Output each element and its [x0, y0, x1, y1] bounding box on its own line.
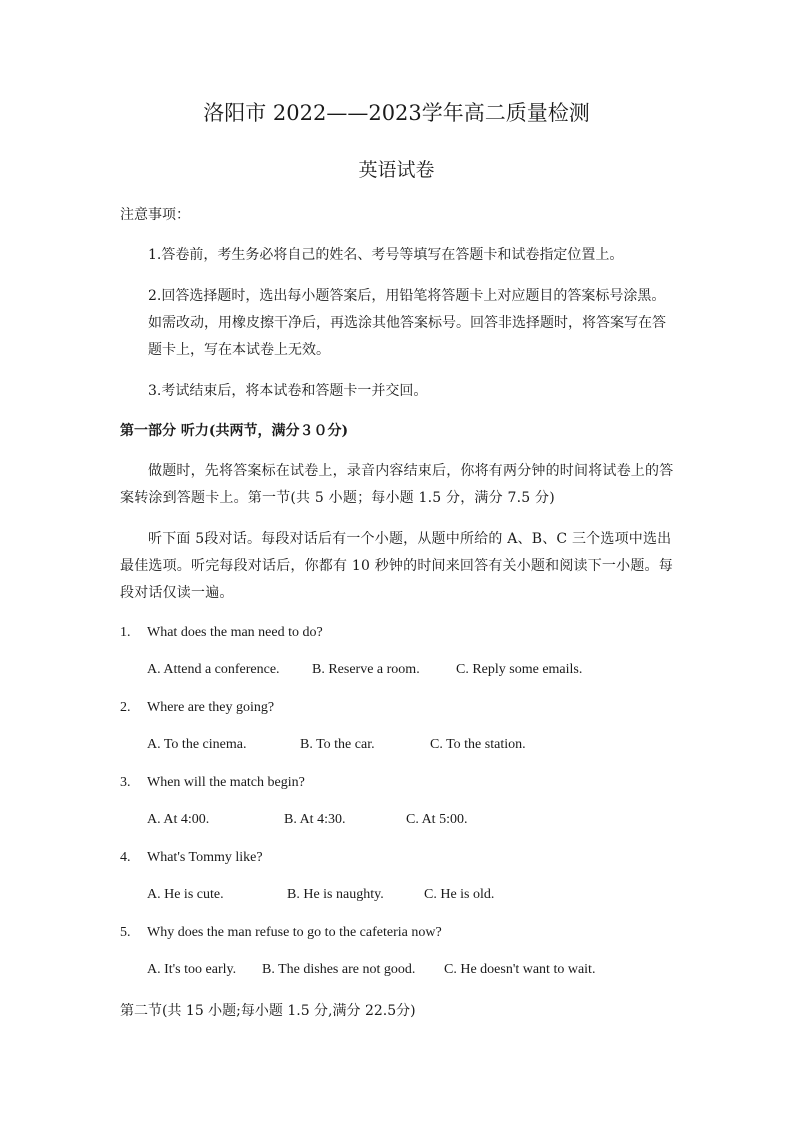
question-option: B. He is naughty. [287, 887, 384, 902]
question-number: 3. [120, 775, 131, 790]
notice-heading: 注意事项： [120, 207, 190, 223]
question-option: A. He is cute. [147, 887, 224, 902]
question-text: What does the man need to do? [147, 625, 323, 640]
question-option: A. Attend a conference. [147, 662, 280, 677]
question-number: 2. [120, 700, 131, 715]
question-option: A. To the cinema. [147, 737, 247, 752]
question-option: B. To the car. [300, 737, 375, 752]
part1-heading: 第一部分 听力(共两节，满分３０分) [120, 423, 349, 439]
part1-instructions: 听下面 5段对话。每段对话后有一个小题，从题中所给的 A、B、C 三个选项中选出最佳选项。听完每段对话后，你都有 10 秒钟的时间来回答有关小题和阅读下一小题。每段对话仅读一遍。 [120, 531, 673, 601]
notice-item-3: 3.考试结束后，将本试卷和答题卡一并交回。 [148, 383, 428, 399]
question-option: C. At 5:00. [406, 812, 468, 827]
exam-title: 洛阳市 2022——2023学年高二质量检测 [203, 101, 590, 125]
question-number: 5. [120, 925, 131, 940]
question-number: 1. [120, 625, 131, 640]
notice-item-1: 1.答卷前，考生务必将自己的姓名、考号等填写在答题卡和试卷指定位置上。 [148, 247, 624, 263]
part1-intro: 做题时，先将答案标在试卷上，录音内容结束后，你将有两分钟的时间将试卷上的答案转涂到答题卡上。第一节(共 5 小题；每小题 1.5 分，满分 7.5 分) [120, 463, 674, 506]
question-text: Why does the man refuse to go to the cafeteria now? [147, 925, 442, 940]
exam-subtitle: 英语试卷 [358, 159, 435, 181]
question-option: B. At 4:30. [284, 812, 346, 827]
notice-item-2: 2.回答选择题时，选出每小题答案后，用铅笔将答题卡上对应题目的答案标号涂黑。如需改动，用橡皮擦干净后，再选涂其他答案标号。回答非选择题时，将答案写在答题卡上，写在本试卷上无效。 [148, 288, 666, 358]
question-option: C. He doesn't want to wait. [444, 962, 596, 977]
question-option: C. He is old. [424, 887, 495, 902]
question-text: Where are they going? [147, 700, 275, 715]
question-option: B. Reserve a room. [312, 662, 420, 677]
question-option: C. To the station. [430, 737, 526, 752]
question-option: C. Reply some emails. [456, 662, 583, 677]
question-option: A. It's too early. [147, 962, 237, 977]
question-text: What's Tommy like? [147, 850, 263, 865]
question-number: 4. [120, 850, 131, 865]
section2-heading: 第二节(共 15 小题;每小题 1.5 分,满分 22.5分) [120, 1003, 416, 1019]
question-option: A. At 4:00. [147, 812, 210, 827]
question-text: When will the match begin? [147, 775, 305, 790]
question-option: B. The dishes are not good. [262, 962, 416, 977]
